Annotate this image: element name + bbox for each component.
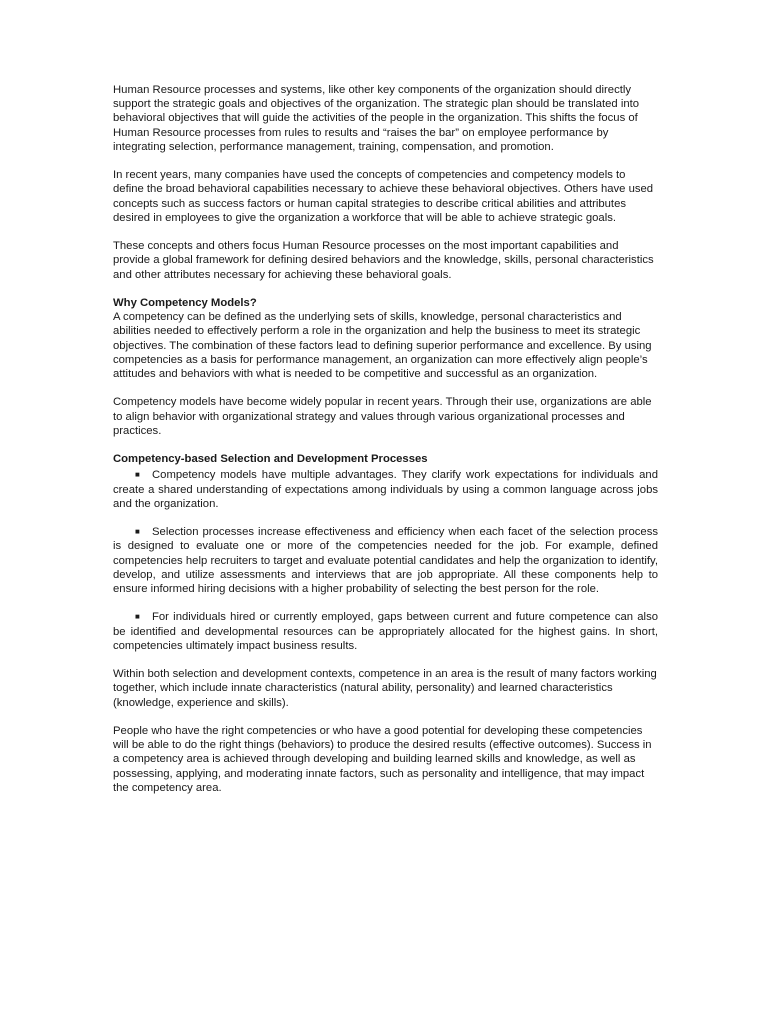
section-heading-why-competency-models: Why Competency Models?	[113, 297, 257, 309]
bullet-text: Selection processes increase effectiveness and efficiency when each facet of the selection process is designed to evaluate one or more of the competencies needed for the job. For example, defined competencies help recruiters to target and evaluate potential candidates and help the organization to identify, develop, and utilize assessments and interviews that are job appropriate. All these components help to ensure informed hiring decisions with a higher probability of selecting the best person for the role.	[113, 526, 658, 596]
square-bullet-icon: ■	[135, 612, 140, 622]
bullet-item	[113, 525, 658, 596]
square-bullet-icon: ■	[135, 527, 140, 537]
intro-paragraph-3: These concepts and others focus Human Resource processes on the most important capabilities and provide a global framework for defining desired behaviors and the knowledge, skills, personal characteristics and other attributes necessary for achieving these behavioral goals.	[113, 240, 654, 281]
intro-paragraph-2: In recent years, many companies have used the concepts of competencies and competency models to define the broad behavioral capabilities necessary to achieve these behavioral objectives. Others have used concepts such as success factors or human capital strategies to describe critical abilities and attributes desired in employees to give the organization a workforce that will be able to achieve strategic goals.	[113, 169, 654, 224]
bullet-item	[113, 468, 658, 511]
square-bullet-icon: ■	[135, 470, 140, 480]
section2-paragraph-2: People who have the right competencies or who have a good potential for developing these competencies will be able to do the right things (behaviors) to produce the desired results (effective outcomes). Success in a competency area is achieved through developing and building learned skills and knowledge, as well as possessing, applying, and moderating innate factors, such as personality and intelligence, that may impact the competency area.	[113, 725, 652, 794]
intro-paragraph-1: Human Resource processes and systems, like other key components of the organization should directly support the strategic goals and objectives of the organization. The strategic plan should be translated into behavioral objectives that will guide the activities of the people in the organization. This shifts the focus of Human Resource processes from rules to results and “raises the bar” on employee performance by integrating selection, performance management, training, compensation, and promotion.	[113, 84, 640, 153]
bullet-text: For individuals hired or currently employed, gaps between current and future competence can also be identified and developmental resources can be appropriately allocated for the highest gains. In short, competencies ultimately impact business results.	[113, 611, 658, 652]
document-page	[113, 83, 658, 809]
section1-paragraph-2: Competency models have become widely popular in recent years. Through their use, organizations are able to align behavior with organizational strategy and values through various organizational processes and practices.	[113, 396, 652, 437]
bullet-text: Competency models have multiple advantages. They clarify work expectations for individuals and create a shared understanding of expectations among individuals by using a common language across jobs and the organization.	[113, 469, 658, 510]
section-heading-selection-development: Competency-based Selection and Development Processes	[113, 453, 428, 466]
section2-paragraph-1: Within both selection and development contexts, competence in an area is the result of many factors working together, which include innate characteristics (natural ability, personality) and learned characteristics (knowledge, experience and skills).	[113, 668, 657, 709]
section1-paragraph-1: A competency can be defined as the underlying sets of skills, knowledge, personal characteristics and abilities needed to effectively perform a role in the organization and help the business to meet its strategic objectives. The combination of these factors lead to defining superior performance and excellence. By using competencies as a basis for performance management, an organization can more effectively align people’s attitudes and behaviors with what is needed to be competitive and successful as an organization.	[113, 311, 652, 381]
bullet-item	[113, 610, 658, 653]
